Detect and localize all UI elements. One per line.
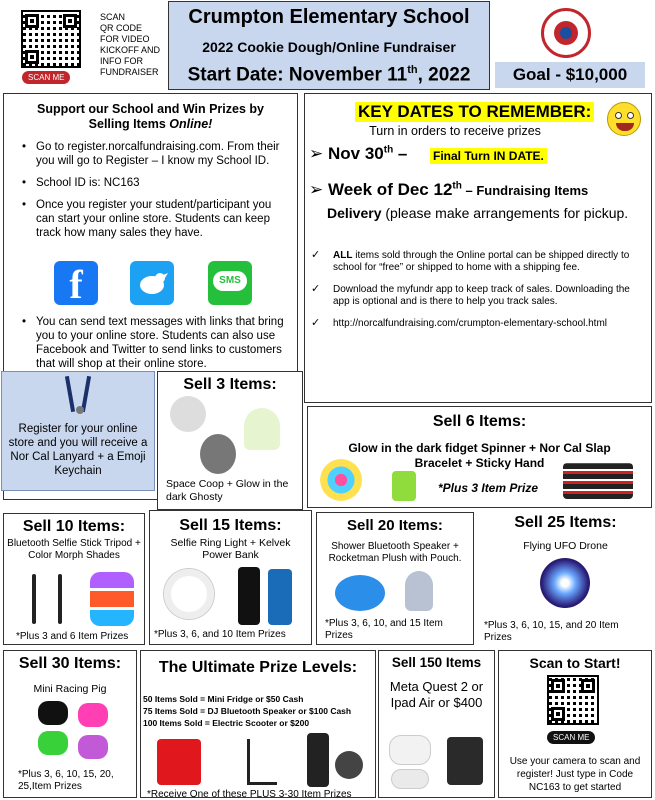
smiley-icon [607,102,641,136]
ultimate-75-count: 75 Items Sold [143,706,198,716]
rocketman-plush-image [405,571,433,611]
delivery-rest: (please make arrangements for pickup. [381,205,629,221]
twitter-icon[interactable] [130,261,174,305]
scan-start-box [498,650,652,798]
qr-code-top[interactable] [21,10,81,68]
support-bullet-store: • Once you register your student/participant you can start your online store. Students can keep track how many sales they have. [20,198,291,240]
tier-3-desc: Space Coop + Glow in the dark Ghosty [166,478,289,503]
check-link[interactable]: ✓ http://norcalfundraising.com/crumpton-elementary-school.html [305,318,645,330]
tier-25-box [478,510,653,645]
tier-6-box [307,406,652,508]
tier-3-title: Sell 3 Items: [183,376,277,393]
ultimate-100-count: 100 Items Sold [143,718,203,728]
date-nov30-dash: – [393,144,408,163]
sms-icon[interactable] [208,261,252,305]
delivery-label: Delivery [327,205,382,221]
scan-instructions: SCAN QR CODE FOR VIDEO KICKOFF AND INFO FOR FUNDRAISER [100,12,161,77]
date-nov30-label: Nov 30 [327,144,384,163]
tier-10-title: Sell 10 Items: [22,518,126,535]
check-shipping-text: items sold through the Online portal can be shipped directly to school for “free” or shipped to home with a shipping fee. [333,250,630,273]
glow-ghosty-image [244,408,280,450]
tier-10-box [3,513,145,645]
tier-10-desc: Bluetooth Selfie Stick Tripod + Color Morph Shades [7,538,141,561]
check-all: ALL [333,250,353,261]
key-dates-title: KEY DATES TO REMEMBER: [355,102,594,122]
tier-6-desc-line2: Bracelet + Sticky Hand [414,456,545,470]
tier-25-plus: *Plus 3, 6, 10, 15, and 20 Item Prizes [484,620,619,643]
qr-code-bottom[interactable] [547,675,599,725]
tier-15-title: Sell 15 Items: [179,517,282,534]
key-dates-subtitle: Turn in orders to receive prizes [369,124,541,138]
date-dec12-rest: – Fundraising Items [461,183,589,198]
school-logo [541,8,591,58]
tier-25-title: Sell 25 Items: [514,514,617,531]
date-dec12-sup: th [452,180,462,192]
tripod-image [58,574,62,624]
fidget-spinner-image [320,459,362,501]
check-shipping [305,250,645,273]
tier-6-desc-line1: Glow in the dark fidget Spinner + Nor Cal Slap [348,441,611,455]
ultimate-plus: *Receive One of these PLUS 3-30 Item Prizes [147,789,352,798]
ultimate-50-prize: = Mini Fridge or $50 Cash [197,694,304,704]
arrow-icon: ➢ [309,144,324,163]
facebook-icon[interactable]: f [54,261,98,305]
tier-6-title: Sell 6 Items: [432,413,527,430]
power-bank-image-2 [268,569,292,625]
meta-quest-image [389,735,431,765]
ultimate-title: The Ultimate Prize Levels: [158,659,358,676]
support-bullet-school-id: • School ID is: NC163 [20,176,291,190]
tier-15-box [149,510,312,645]
tier-150-title: Sell 150 Items [391,655,482,670]
racing-pig-green [38,731,68,755]
date-dec12 [309,180,588,200]
selfie-stick-image [32,574,36,624]
arrow-icon: ➢ [309,180,324,199]
shower-speaker-image [335,575,385,611]
tier-20-desc: Shower Bluetooth Speaker + Rocketman Plush with Pouch. [328,541,462,564]
ultimate-level-75 [143,705,351,717]
register-text: Register for your online store and you will receive a Nor Cal Lanyard + a Emoji Keychain [8,423,148,477]
meta-quest-controllers-image [391,769,429,789]
support-bullet-texting: • You can send text messages with links that bring you to your online store. Students can also use Facebook and Twitter to send links to customers that will shop at their online store. [20,315,291,371]
racing-pig-purple [78,735,108,759]
delivery-note [327,205,642,222]
tier-20-plus: *Plus 3, 6, 10, and 15 Item Prizes [325,618,443,641]
scan-me-badge-bottom[interactable] [547,731,595,744]
final-turn-in-note: Final Turn IN DATE. [430,148,547,164]
ultimate-level-50 [143,693,351,705]
tier-30-title: Sell 30 Items: [18,655,122,672]
tier-3-box [157,371,303,510]
scan-start-text: Use your camera to scan and register! Just type in Code NC163 to get started [509,756,641,793]
support-bullets [20,140,291,248]
support-title-line2: Selling Items [88,117,170,131]
space-coop-image-2 [200,434,236,474]
scan-me-label: SCAN ME [28,73,65,82]
dj-speaker-image [307,733,329,787]
title-box [168,1,490,90]
tier-6-plus: *Plus 3 Item Prize [438,481,539,495]
start-date-prefix: Start Date: November 11 [187,64,408,86]
tier-30-plus: *Plus 3, 6, 10, 15, 20, 25,Item Prizes [18,769,114,792]
ipad-air-image [447,737,483,785]
racing-pig-pink [78,703,108,727]
tier-150-box [378,650,495,798]
support-title-online: Online! [169,117,213,131]
support-bullet-register: • Go to register.norcalfundraising.com. From their you will go to Register – I know my School ID. [20,140,291,168]
mini-fridge-image [157,739,201,785]
goal-badge: Goal - $10,000 [495,62,645,88]
ufo-drone-image [540,558,590,608]
ultimate-100-prize: = Electric Scooter or $200 [202,718,310,728]
support-title [4,102,297,132]
register-box [1,371,155,491]
ultimate-levels [143,693,351,729]
tier-20-box [316,512,474,645]
tier-30-desc: Mini Racing Pig [33,683,107,695]
sms-label: SMS [213,271,247,291]
ultimate-level-100 [143,717,351,729]
sticky-hand-image [392,471,416,501]
ultimate-50-count: 50 Items Sold [143,694,198,704]
racing-pig-black [38,701,68,725]
date-nov30-sup: th [383,144,394,156]
scan-me-badge-top[interactable] [22,71,70,84]
start-date [169,64,489,86]
tier-25-desc: Flying UFO Drone [523,540,608,552]
key-dates-checks [305,250,645,341]
start-date-suffix: , 2022 [417,64,471,86]
support-bullets-last [20,315,291,379]
tier-150-desc: Meta Quest 2 or Ipad Air or $400 [389,679,484,710]
fundraiser-name: 2022 Cookie Dough/Online Fundraiser [202,39,456,55]
support-title-line1: Support our School and Win Prizes by [37,102,264,116]
lanyard-image [62,376,98,416]
color-shades-image [90,572,134,626]
tier-20-title: Sell 20 Items: [347,517,443,534]
tier-30-box [3,650,137,798]
twitter-bird [130,261,174,305]
space-coop-image [170,396,206,432]
ring-light-image [164,569,214,619]
date-nov30 [309,144,407,164]
ultimate-75-prize: = DJ Bluetooth Speaker or $100 Cash [197,706,352,716]
electric-scooter-image [247,739,277,785]
tier-15-plus: *Plus 3, 6, and 10 Item Prizes [154,629,286,640]
power-bank-image [238,567,260,625]
tier-10-plus: *Plus 3 and 6 Item Prizes [16,631,129,642]
dj-speaker-accessory-image [335,751,363,779]
check-app: ✓ Download the myfundr app to keep track of sales. Downloading the app is optional and is there to help you track sales. [305,284,645,307]
slap-bracelet-image [563,463,633,499]
scan-me-label-bottom: SCAN ME [553,733,590,742]
scan-start-title: Scan to Start! [529,655,621,671]
school-name: Crumpton Elementary School [188,6,470,28]
key-dates-box [304,93,652,403]
start-date-sup: th [407,64,418,76]
date-dec12-label: Week of Dec 12 [327,180,453,199]
ultimate-box [140,650,376,798]
tier-15-desc: Selfie Ring Light + Kelvek Power Bank [170,537,291,561]
